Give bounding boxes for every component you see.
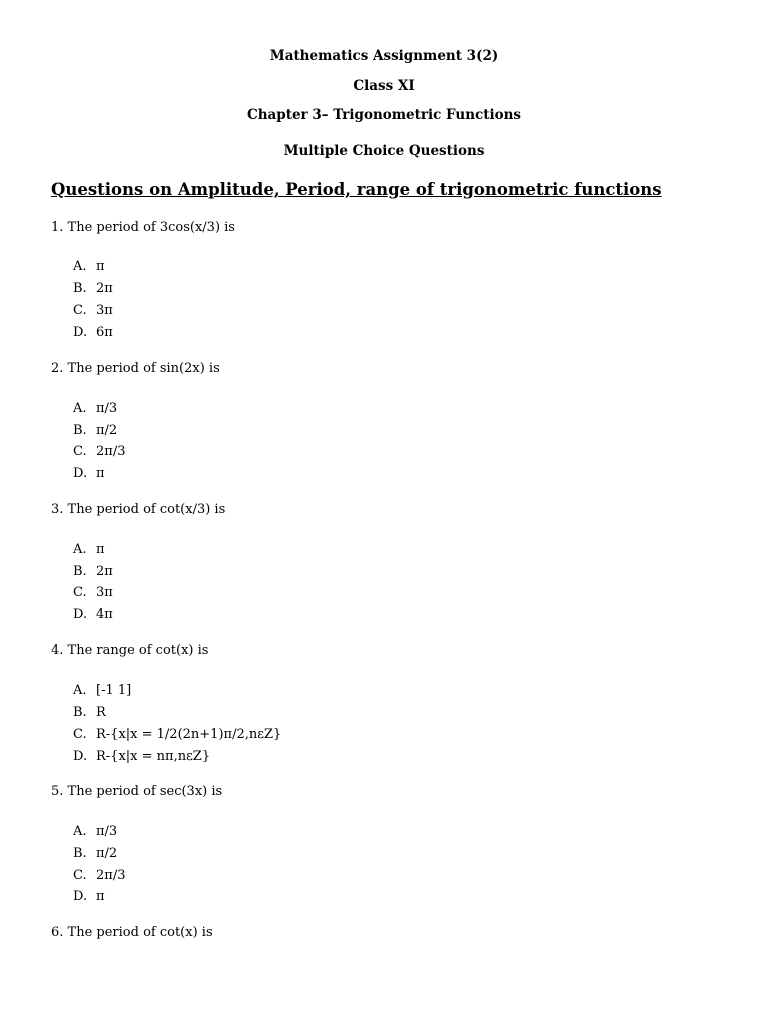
option-c: C. 2π/3: [73, 868, 126, 883]
question-text: 2. The period of sin(2x) is: [51, 361, 220, 376]
option-d: D. π: [73, 466, 105, 481]
document-title: Mathematics Assignment 3(2): [269, 48, 499, 64]
option-c: C. R-{x|x = 1/2(2n+1)π/2,nεZ}: [73, 727, 282, 742]
question-text: 3. The period of cot(x/3) is: [51, 502, 226, 517]
document-subtitle: Multiple Choice Questions: [283, 143, 485, 159]
option-b: B. 2π: [73, 281, 113, 296]
option-b: B. π/2: [73, 846, 118, 861]
question-text: 1. The period of 3cos(x/3) is: [51, 220, 235, 235]
question-text: 4. The range of cot(x) is: [51, 643, 209, 658]
option-d: D. π: [73, 889, 105, 904]
chapter-title: Chapter 3– Trigonometric Functions: [246, 107, 522, 123]
option-d: D. 6π: [73, 325, 113, 340]
option-a: A. π: [73, 259, 105, 274]
option-d: D. R-{x|x = nπ,nεZ}: [73, 749, 211, 764]
option-c: C. 3π: [73, 585, 113, 600]
option-c: C. 3π: [73, 303, 113, 318]
option-b: B. π/2: [73, 423, 118, 438]
question-text: 6. The period of cot(x) is: [51, 925, 213, 940]
option-a: A. π: [73, 542, 105, 557]
section-heading: Questions on Amplitude, Period, range of trigonometric functions: [51, 180, 662, 199]
option-a: A. [-1 1]: [73, 683, 132, 698]
option-a: A. π/3: [73, 401, 118, 416]
option-b: B. R: [73, 705, 106, 720]
option-a: A. π/3: [73, 824, 118, 839]
class-label: Class XI: [353, 78, 415, 94]
option-c: C. 2π/3: [73, 444, 126, 459]
question-text: 5. The period of sec(3x) is: [51, 784, 223, 799]
option-d: D. 4π: [73, 607, 113, 622]
option-b: B. 2π: [73, 564, 113, 579]
